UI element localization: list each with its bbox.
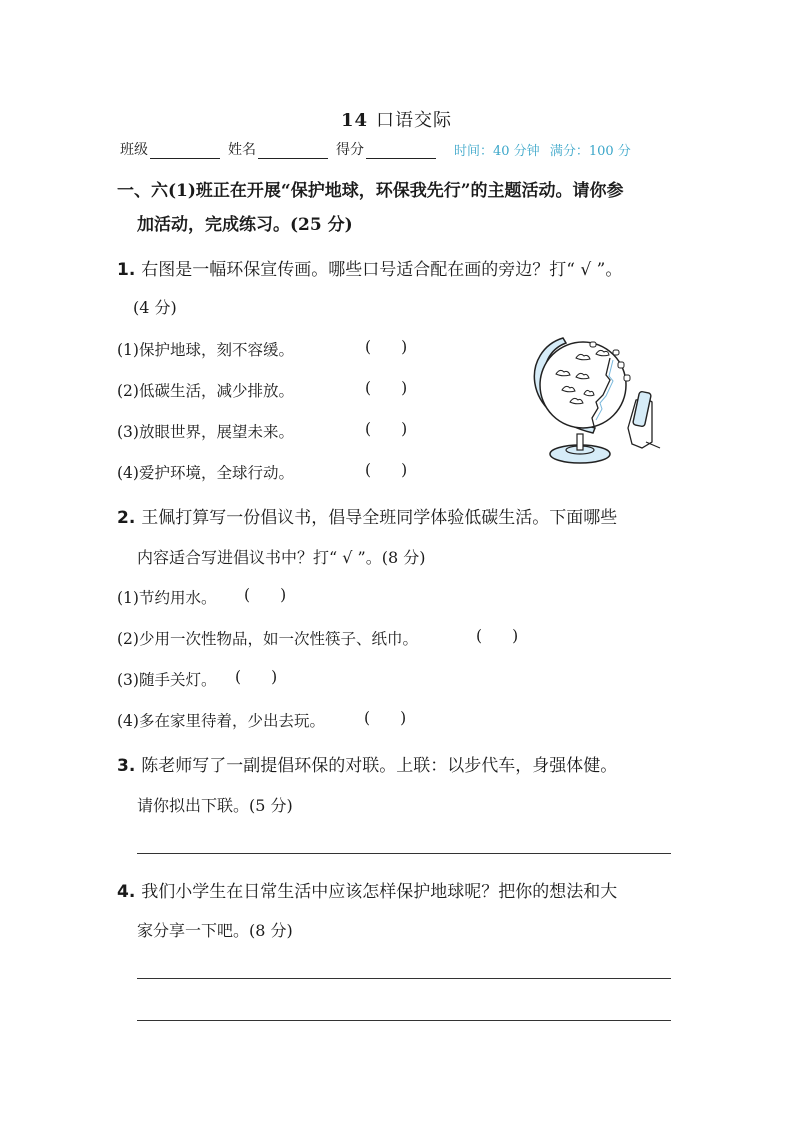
question-4-number: 4. [117, 882, 136, 902]
question-2-text: 王佩打算写一份倡议书，倡导全班同学体验低碳生活。下面哪些 [141, 508, 618, 528]
full-score: 满分：100 分 [549, 144, 631, 159]
class-input-line[interactable] [150, 144, 220, 159]
name-label: 姓名 [228, 142, 256, 158]
section-1-heading-cont: 加活动，完成练习。(25 分) [137, 215, 353, 235]
score-input-line[interactable] [366, 144, 436, 159]
q2-option-3-answer-box[interactable]: ( ) [235, 668, 278, 686]
question-1-points: (4 分) [133, 298, 177, 317]
q2-option-2-answer-box[interactable]: ( ) [476, 627, 519, 645]
question-4 [117, 877, 617, 902]
question-2 [117, 503, 617, 528]
time-limit: 时间：40 分钟 [454, 144, 540, 159]
question-2-number: 2. [117, 508, 136, 528]
question-1-number: 1. [117, 260, 136, 280]
question-4-text-cont: 家分享一下吧。(8 分) [137, 921, 293, 940]
q1-option-1: (1)保护地球，刻不容缓。 [117, 341, 294, 359]
question-3-text-cont: 请你拟出下联。(5 分) [137, 796, 293, 815]
name-input-line[interactable] [258, 144, 328, 159]
q1-option-4-answer-box[interactable]: ( ) [365, 461, 408, 479]
q2-option-1: (1)节约用水。 [117, 589, 217, 607]
score-label: 得分 [336, 142, 364, 158]
globe-with-hand-icon [518, 330, 668, 470]
lesson-title: 口语交际 [376, 110, 453, 131]
q2-option-3: (3)随手关灯。 [117, 671, 217, 689]
page-title [0, 106, 793, 132]
q1-option-2: (2)低碳生活，减少排放。 [117, 382, 294, 400]
q1-option-3-answer-box[interactable]: ( ) [365, 420, 408, 438]
score-field [336, 139, 436, 159]
question-4-text: 我们小学生在日常生活中应该怎样保护地球呢？把你的想法和大 [141, 882, 618, 902]
q2-option-1-answer-box[interactable]: ( ) [244, 586, 287, 604]
name-field [228, 139, 328, 159]
student-info-row [120, 139, 680, 159]
q2-option-2: (2)少用一次性物品，如一次性筷子、纸巾。 [117, 630, 418, 648]
q2-option-4-answer-box[interactable]: ( ) [364, 709, 407, 727]
q1-option-2-answer-box[interactable]: ( ) [365, 379, 408, 397]
q1-option-1-answer-box[interactable]: ( ) [365, 338, 408, 356]
class-field [120, 139, 220, 159]
lesson-number: 14 [340, 110, 369, 131]
q2-option-4: (4)多在家里待着，少出去玩。 [117, 712, 325, 730]
question-1 [117, 255, 622, 280]
q3-answer-line[interactable] [137, 853, 671, 854]
question-3 [117, 751, 617, 776]
question-3-number: 3. [117, 756, 136, 776]
q1-option-4: (4)爱护环境，全球行动。 [117, 464, 294, 482]
question-3-text: 陈老师写了一副提倡环保的对联。上联：以步代车，身强体健。 [141, 756, 618, 776]
class-label: 班级 [120, 142, 148, 158]
q1-option-3: (3)放眼世界，展望未来。 [117, 423, 294, 441]
question-2-text-cont: 内容适合写进倡议书中？打“ √ ”。(8 分) [137, 548, 426, 567]
question-1-text: 右图是一幅环保宣传画。哪些口号适合配在画的旁边？打“ √ ”。 [141, 260, 623, 280]
time-info [454, 140, 631, 159]
q4-answer-line-2[interactable] [137, 1020, 671, 1021]
q4-answer-line-1[interactable] [137, 978, 671, 979]
section-1-heading: 一、六(1)班正在开展“保护地球，环保我先行”的主题活动。请你参 [117, 181, 624, 201]
